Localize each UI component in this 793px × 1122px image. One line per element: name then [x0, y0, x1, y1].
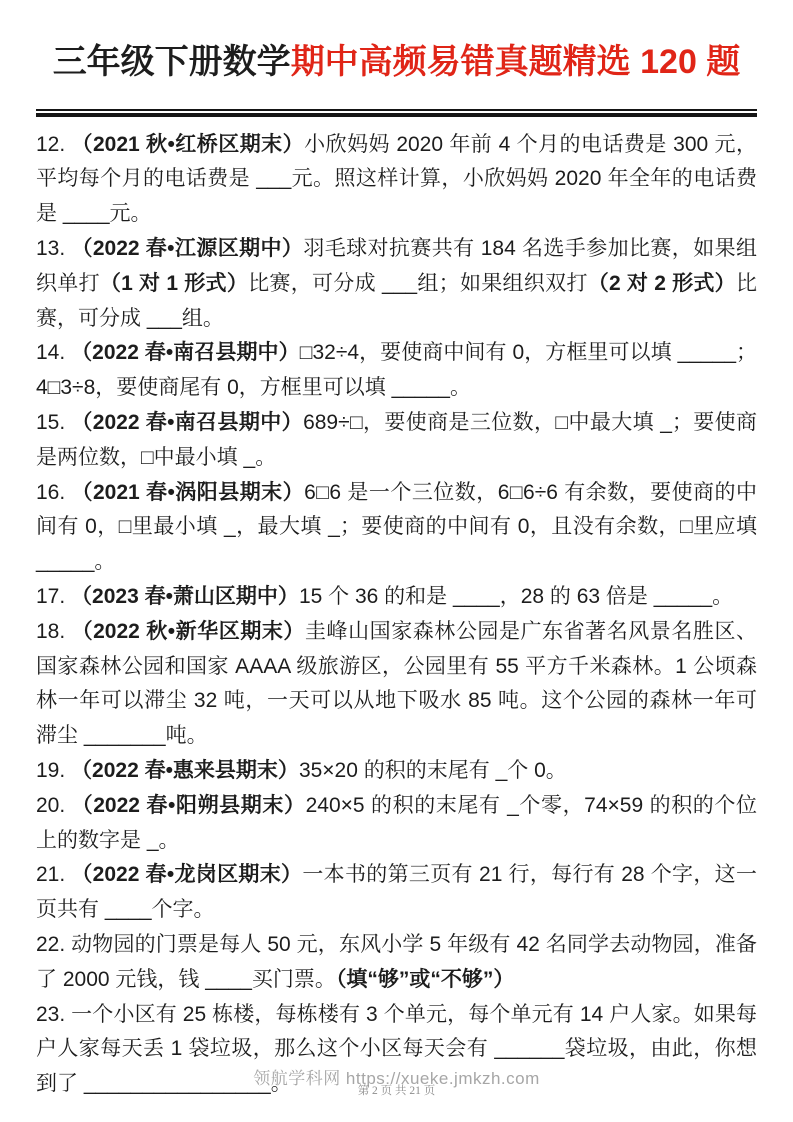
question-paragraph — [36, 476, 757, 580]
question-number: 13. — [36, 237, 72, 261]
question-text: 15 个 36 的和是 ____，28 的 63 倍是 _____。 — [298, 585, 734, 609]
question-number: 21. — [36, 863, 72, 887]
question-number: 14. — [36, 341, 72, 365]
question-source: （2 对 2 形式） — [587, 271, 736, 295]
question-number: 20. — [36, 793, 72, 817]
question-text: 240×5 的积的末尾有 _个零，74×59 的积的个位上的数字是 _。 — [36, 793, 758, 852]
question-text: 羽毛球对抗赛共有 184 名选手参加比赛，如果组织单打 — [36, 237, 757, 295]
question-text: 一个小区有 25 栋楼，每栋楼有 3 个单元，每个单元有 14 户人家。如果每户人家每天丢 1 袋垃圾，那么这个小区每天会有 ______袋垃圾，由此，你想到了 ________________。 — [36, 1002, 758, 1096]
question-source: （2022 春•龙岗区期末） — [71, 863, 303, 887]
question-list — [36, 128, 757, 1102]
question-number: 15. — [36, 411, 72, 435]
question-source: （2022 春•南召县期中） — [71, 411, 304, 435]
page-title-red: 期中高频易错真题精选 120 题 — [290, 43, 741, 81]
question-text: 一本书的第三页有 21 行，每行有 28 个字，这一页共有 ____个字。 — [36, 863, 757, 922]
question-number: 17. — [36, 585, 72, 609]
question-paragraph — [36, 789, 757, 859]
question-text: 35×20 的积的末尾有 _个 0。 — [298, 759, 567, 782]
question-paragraph — [36, 406, 757, 476]
question-paragraph — [36, 336, 757, 406]
question-source: （1 对 1 形式） — [99, 271, 249, 295]
page-title-black: 三年级下册数学 — [52, 43, 291, 81]
question-source: （填“够”或“不够”） — [335, 967, 515, 991]
question-number: 19. — [36, 759, 72, 782]
question-text: 689÷□，要使商是三位数，□中最大填 _；要使商是两位数，□中最小填 _。 — [36, 411, 757, 469]
question-paragraph — [36, 615, 757, 754]
content-area — [36, 0, 757, 1102]
page-footer — [0, 1064, 793, 1098]
question-number: 12. — [36, 132, 72, 156]
question-text: 6□6 是一个三位数，6□6÷6 有余数，要使商的中间有 0，□里最小填 _，最大填 _；要使商的中间有 0，且没有余数，□里应填 _____。 — [36, 480, 757, 574]
question-source: （2021 春•涡阳县期末） — [71, 480, 305, 504]
question-source: （2022 春•江源区期中） — [71, 237, 304, 261]
question-text: 比赛，可分成 ___组。 — [36, 271, 757, 330]
question-paragraph — [36, 232, 757, 336]
question-source: （2022 春•惠来县期末） — [71, 759, 299, 782]
question-text: 比赛，可分成 ___组；如果组织双打 — [248, 271, 588, 295]
page-title — [36, 40, 757, 86]
question-paragraph — [36, 858, 757, 928]
question-text: 圭峰山国家森林公园是广东省著名风景名胜区、国家森林公园和国家 AAAA 级旅游区，公园里有 55 平方千米森林。1 公顷森林一年可以滞尘 32 吨，一天可以从地下吸水 85 吨。这个公园的森林一年可滞尘 _______吨。 — [36, 619, 758, 748]
question-number: 23. — [36, 1002, 72, 1026]
title-double-underline — [36, 109, 757, 117]
question-paragraph — [36, 754, 757, 789]
question-number: 18. — [36, 619, 72, 643]
question-source: （2022 春•阳朔县期末） — [71, 793, 306, 817]
question-text: 小欣妈妈 2020 年前 4 个月的电话费是 300 元，平均每个月的电话费是 ___元。照这样计算，小欣妈妈 2020 年全年的电话费是 ____元。 — [36, 132, 757, 226]
question-number: 22. — [36, 932, 72, 956]
question-paragraph — [36, 128, 757, 232]
footer-watermark: 领航学科网 https://xueke.jmkzh.com — [253, 1069, 540, 1088]
question-paragraph — [36, 928, 757, 998]
question-text: □32÷4，要使商中间有 0，方框里可以填 _____；4□3÷8，要使商尾有 0，方框里可以填 _____。 — [36, 341, 757, 400]
question-paragraph — [36, 580, 757, 615]
question-source: （2021 秋•红桥区期末） — [71, 132, 305, 156]
question-source: （2022 秋•新华区期末） — [71, 619, 305, 643]
question-text: 动物园的门票是每人 50 元，东风小学 5 年级有 42 名同学去动物园，准备了 2000 元钱，钱 ____买门票。 — [36, 932, 758, 991]
question-number: 16. — [36, 480, 72, 504]
question-source: （2023 春•萧山区期中） — [71, 585, 299, 609]
footer-page-number: 第 2 页 共 21 页 — [357, 1085, 436, 1097]
question-source: （2022 春•南召县期中） — [71, 341, 300, 365]
